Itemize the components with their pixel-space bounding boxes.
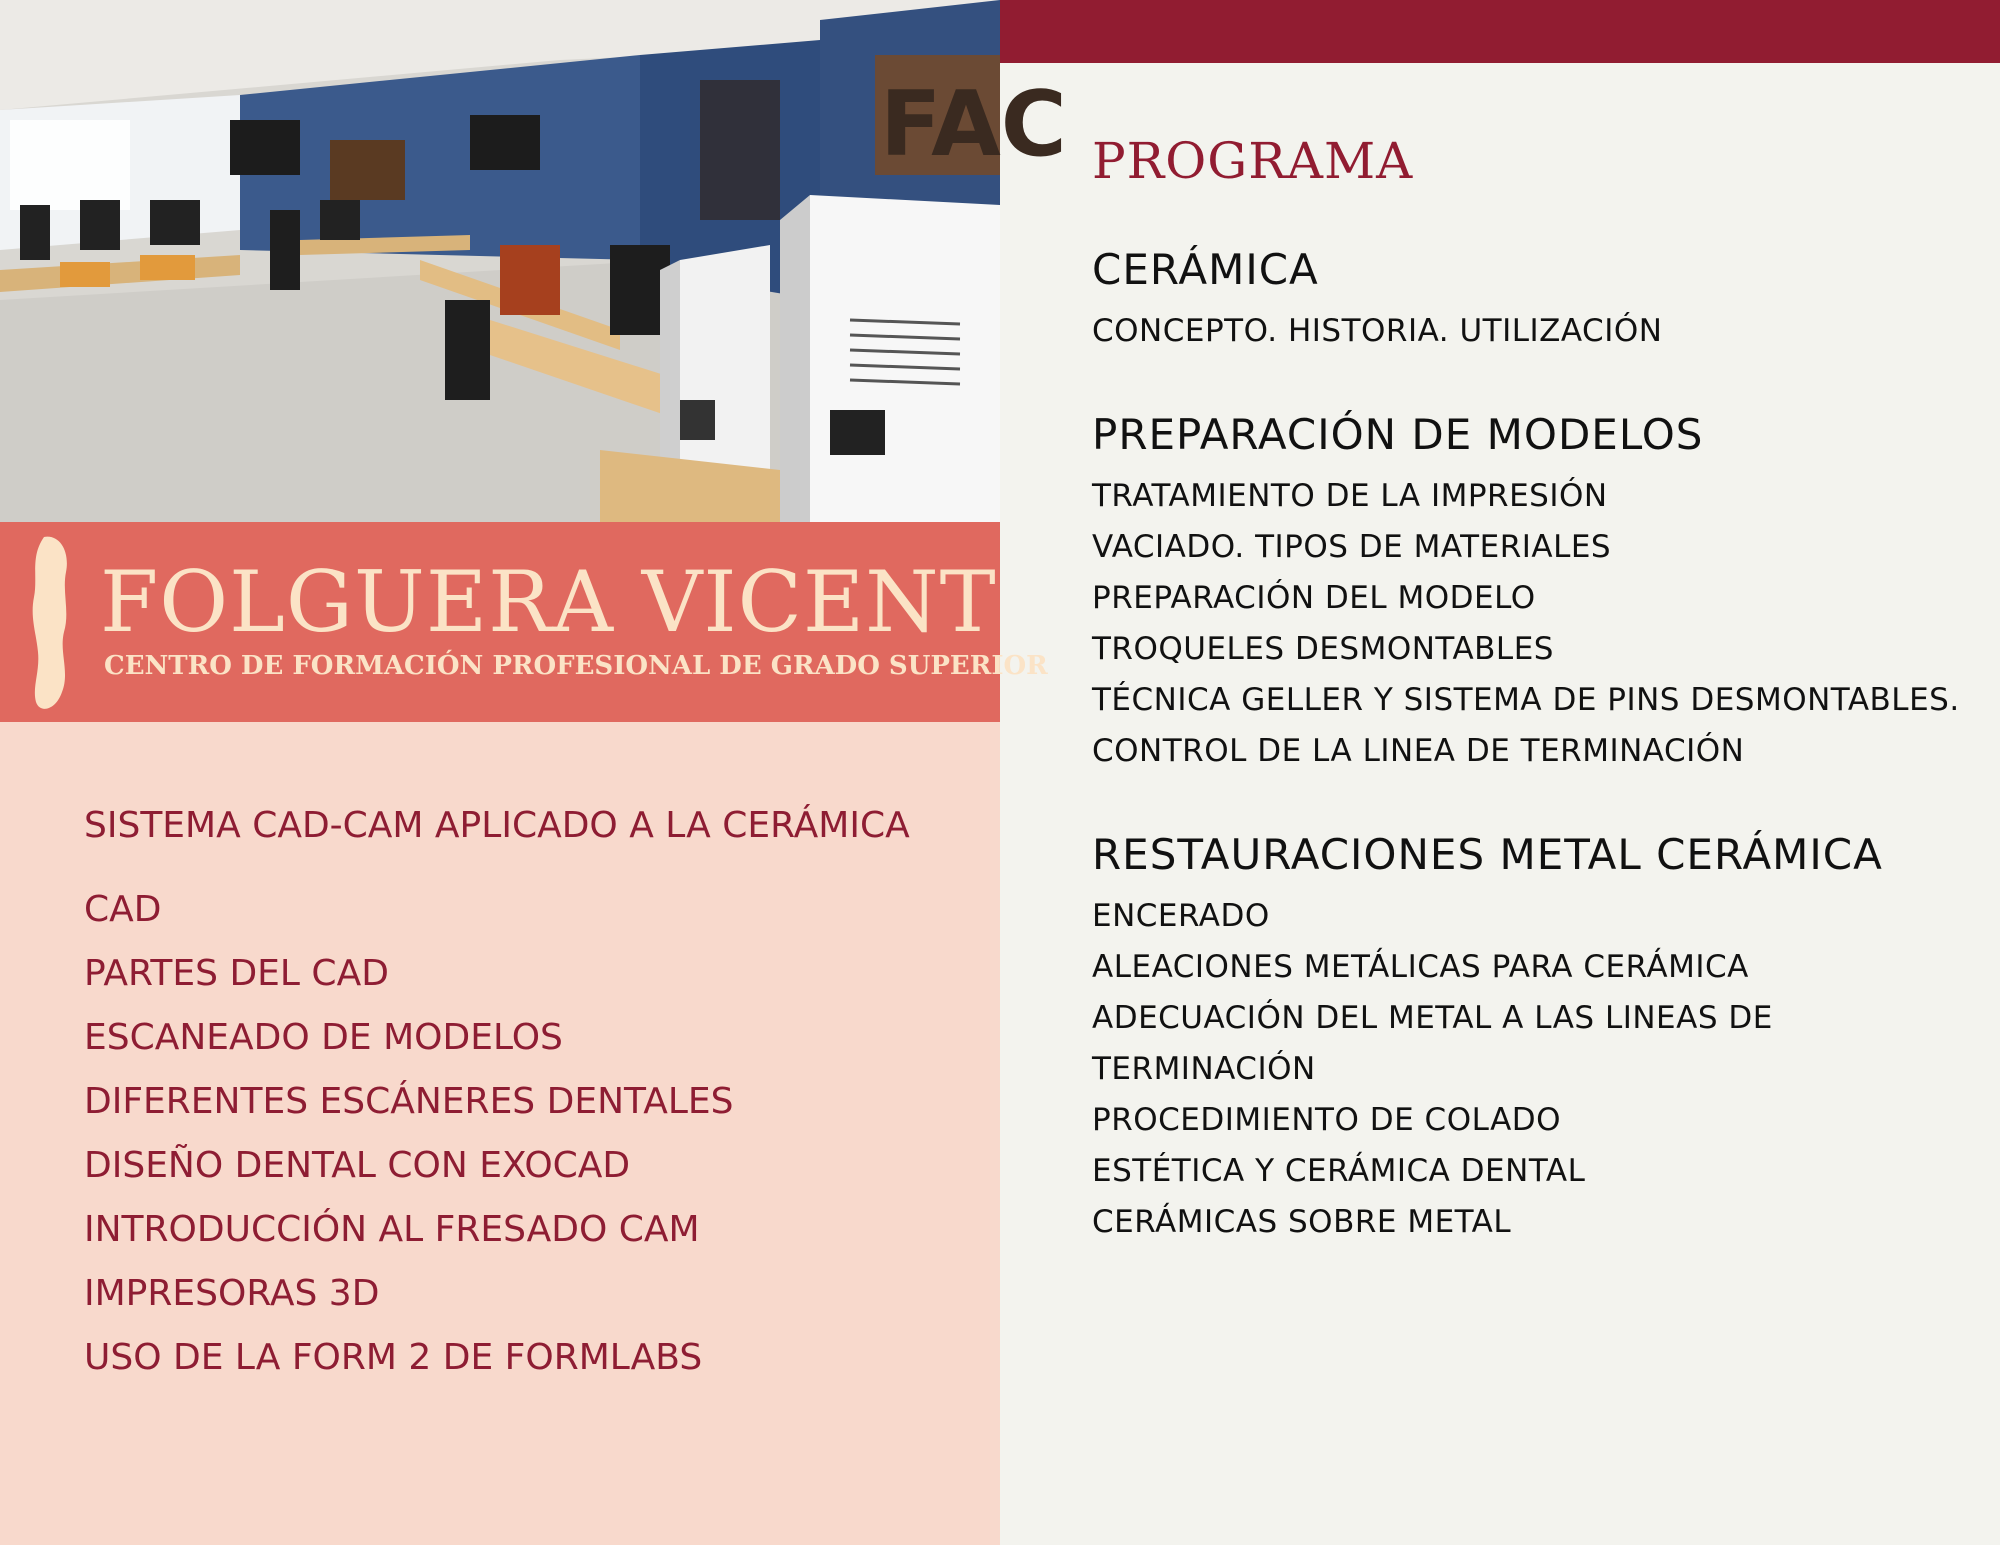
section-items	[1092, 891, 1972, 1248]
course-topic: PARTES DEL CAD	[84, 953, 389, 994]
section-item: PROCEDIMIENTO DE COLADO	[1092, 1102, 1562, 1138]
course-topics-list	[84, 878, 944, 1390]
program-title: PROGRAMA	[1092, 132, 1414, 190]
classroom-photo	[0, 0, 1067, 522]
section-item: PREPARACIÓN DEL MODELO	[1092, 580, 1536, 616]
course-topic: DISEÑO DENTAL CON EXOCAD	[84, 1145, 631, 1186]
section-item: CERÁMICAS SOBRE METAL	[1092, 1204, 1512, 1240]
logo-subtitle: CENTRO DE FORMACIÓN PROFESIONAL DE GRADO SUPERIOR	[104, 651, 1048, 681]
section-item: VACIADO. TIPOS DE MATERIALES	[1092, 529, 1612, 565]
program-section-preparacion	[1092, 409, 1972, 777]
section-item: CONTROL DE LA LINEA DE TERMINACIÓN	[1092, 733, 1745, 769]
section-items	[1092, 471, 1972, 777]
course-topic: USO DE LA FORM 2 DE FORMLABS	[84, 1337, 703, 1378]
course-block	[84, 800, 944, 1390]
section-item: TRATAMIENTO DE LA IMPRESIÓN	[1092, 478, 1608, 514]
course-title: SISTEMA CAD-CAM APLICADO A LA CERÁMICA	[84, 805, 910, 846]
section-heading: RESTAURACIONES METAL CERÁMICA	[1092, 830, 1883, 879]
program-section-restauraciones	[1092, 829, 1972, 1248]
course-topic: CAD	[84, 889, 162, 930]
section-heading: PREPARACIÓN DE MODELOS	[1092, 410, 1704, 459]
section-item: TÉCNICA GELLER Y SISTEMA DE PINS DESMONTABLES.	[1092, 682, 1960, 718]
section-items	[1092, 306, 1972, 357]
section-heading: CERÁMICA	[1092, 245, 1319, 294]
logo-band	[0, 522, 1048, 722]
section-item: ADECUACIÓN DEL METAL A LAS LINEAS DE TERMINACIÓN	[1092, 1000, 1773, 1087]
top-accent-bar	[1000, 0, 2000, 63]
section-item: TROQUELES DESMONTABLES	[1092, 631, 1554, 667]
section-item: ALEACIONES METÁLICAS PARA CERÁMICA	[1092, 949, 1749, 985]
course-topic: IMPRESORAS 3D	[84, 1273, 380, 1314]
logo-name: FOLGUERA VICENT	[100, 553, 997, 651]
section-item: CONCEPTO. HISTORIA. UTILIZACIÓN	[1092, 313, 1663, 349]
section-item: ENCERADO	[1092, 898, 1270, 934]
program-panel	[1092, 126, 1972, 1300]
program-section-ceramica	[1092, 244, 1972, 357]
course-topic: DIFERENTES ESCÁNERES DENTALES	[84, 1081, 734, 1122]
course-topic: ESCANEADO DE MODELOS	[84, 1017, 563, 1058]
wall-sign-text: FAC	[880, 72, 1067, 177]
region-silhouette-icon	[26, 532, 86, 717]
section-item: ESTÉTICA Y CERÁMICA DENTAL	[1092, 1153, 1586, 1189]
course-topic: INTRODUCCIÓN AL FRESADO CAM	[84, 1209, 700, 1250]
